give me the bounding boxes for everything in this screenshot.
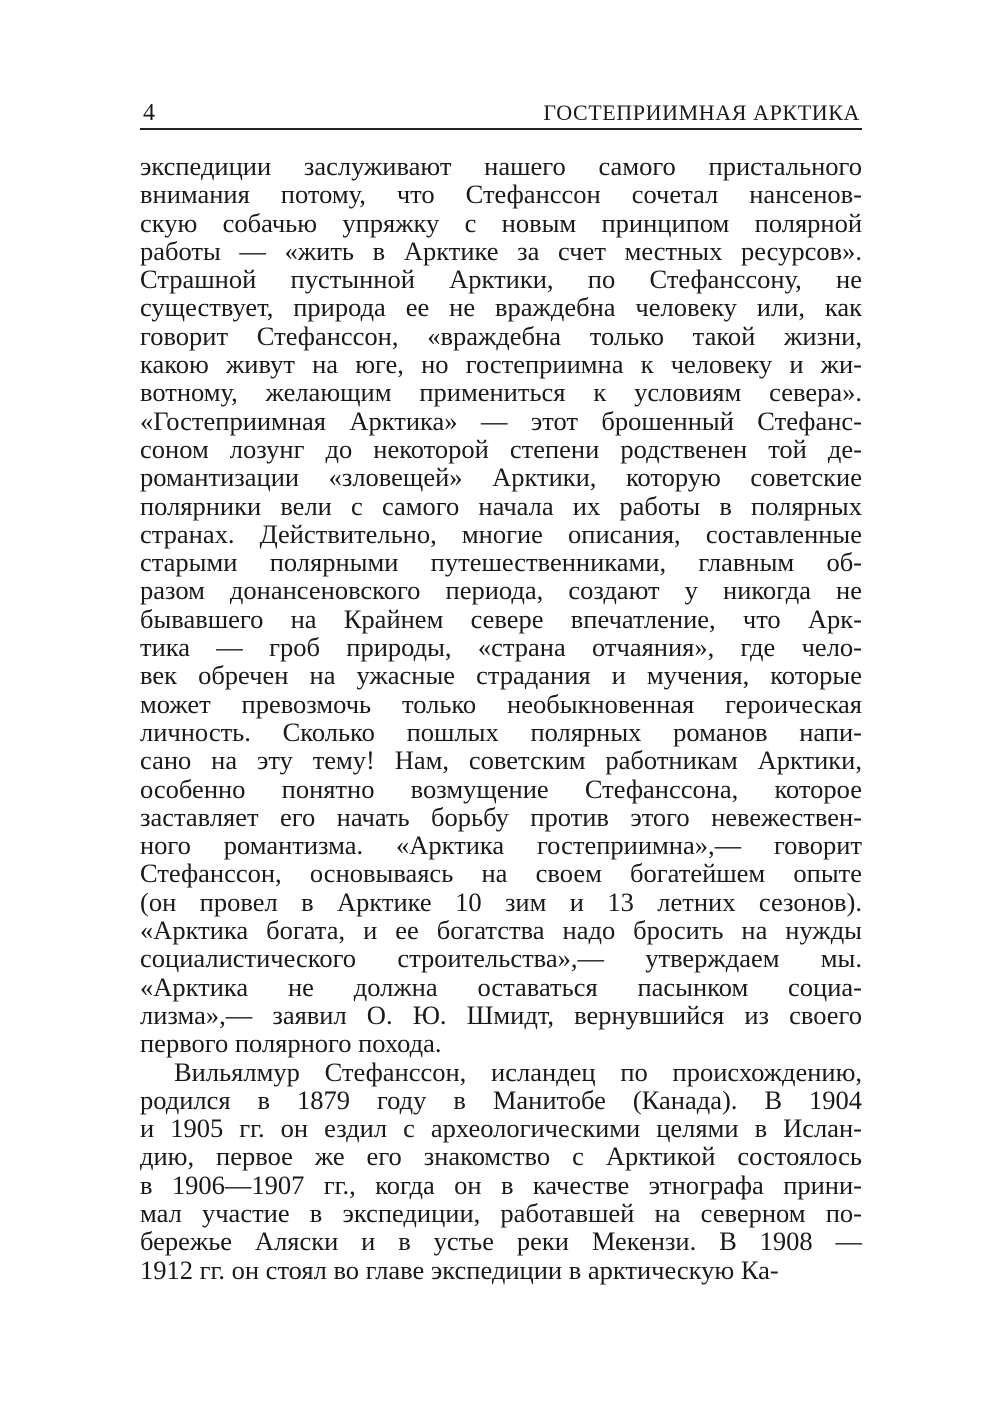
text-line: бывавшего на Крайнем севере впечатление, что Арк- [140,603,862,634]
text-line: сано на эту тему! Нам, советским работникам Арктики, [140,745,862,776]
text-line: век обречен на ужасные страдания и мучения, которые [140,660,862,691]
text-line: «Гостеприимная Арктика» — этот брошенный Стефанс- [140,405,862,436]
text-line: социалистического строительства»,— утверждаем мы. [140,943,862,974]
text-line: скую собачью упряжку с новым принципом полярной [140,207,862,238]
text-line: «Арктика не должна оставаться пасынком социа- [140,971,862,1002]
text-line: Стефанссон, основываясь на своем богатейшем опыте [140,858,862,889]
text-line: существует, природа ее не враждебна человеку или, как [140,292,862,323]
text-line: тика — гроб природы, «страна отчаяния», где чело- [140,632,862,663]
text-line: родился в 1879 году в Манитобе (Канада). В 1904 [140,1084,862,1115]
book-page [140,98,862,1284]
text-line: лизма»,— заявил О. Ю. Шмидт, вернувшийся из своего [140,999,862,1030]
text-line: старыми полярными путешественниками, главным об- [140,547,862,578]
text-line: романтизации «зловещей» Арктики, которую советские [140,462,862,493]
text-line: особенно понятно возмущение Стефанссона, которое [140,773,862,804]
text-line: «Арктика богата, и ее богатства надо бросить на нужды [140,915,862,946]
paragraph [140,1058,862,1284]
running-title: ГОСТЕПРИИМНАЯ АРКТИКА [543,100,860,125]
text-line: дию, первое же его знакомство с Арктикой состоялось [140,1141,862,1172]
text-line: разом донансеновского периода, создают у никогда не [140,575,862,606]
text-line: внимания потому, что Стефанссон сочетал нансенов- [140,179,862,210]
body-text [140,152,862,1284]
text-line: и 1905 гг. он ездил с археологическими целями в Ислан- [140,1113,862,1144]
text-line: работы — «жить в Арктике за счет местных ресурсов». [140,235,862,266]
page-header [140,98,862,130]
text-line: экспедиции заслуживают нашего самого пристального [140,151,862,181]
text-line: соном лозунг до некоторой степени родственен той де- [140,433,862,464]
text-line: личность. Сколько пошлых полярных романов напи- [140,716,862,747]
text-line: мал участие в экспедиции, работавшей на северном по- [140,1197,862,1228]
text-line: заставляет его начать борьбу против этого невежествен- [140,801,862,832]
text-line: полярники вели с самого начала их работы в полярных [140,490,862,521]
text-line: в 1906—1907 гг., когда он в качестве этнографа прини- [140,1169,862,1200]
text-line: Страшной пустынной Арктики, по Стефанссону, не [140,264,862,295]
text-line: Вильялмур Стефанссон, исландец по происхождению, [174,1056,862,1087]
text-line: первого полярного похода. [140,1028,442,1059]
text-line: бережье Аляски и в устье реки Мекензи. В 1908 — [140,1226,862,1257]
text-line: 1912 гг. он стоял во главе экспедиции в арктическую Ка- [140,1254,779,1285]
text-line: какою живут на юге, но гостеприимна к человеку и жи- [140,349,862,380]
text-line: ного романтизма. «Арктика гостеприимна»,— говорит [140,830,862,861]
text-line: говорит Стефанссон, «враждебна только такой жизни, [140,320,862,351]
text-line: вотному, желающим примениться к условиям севера». [140,377,862,408]
text-line: странах. Действительно, многие описания, составленные [140,518,862,549]
text-line: (он провел в Арктике 10 зим и 13 летних сезонов). [140,886,862,917]
text-line: может превозмочь только необыкновенная героическая [140,688,862,719]
page-number: 4 [143,100,155,126]
paragraph [140,152,862,1058]
